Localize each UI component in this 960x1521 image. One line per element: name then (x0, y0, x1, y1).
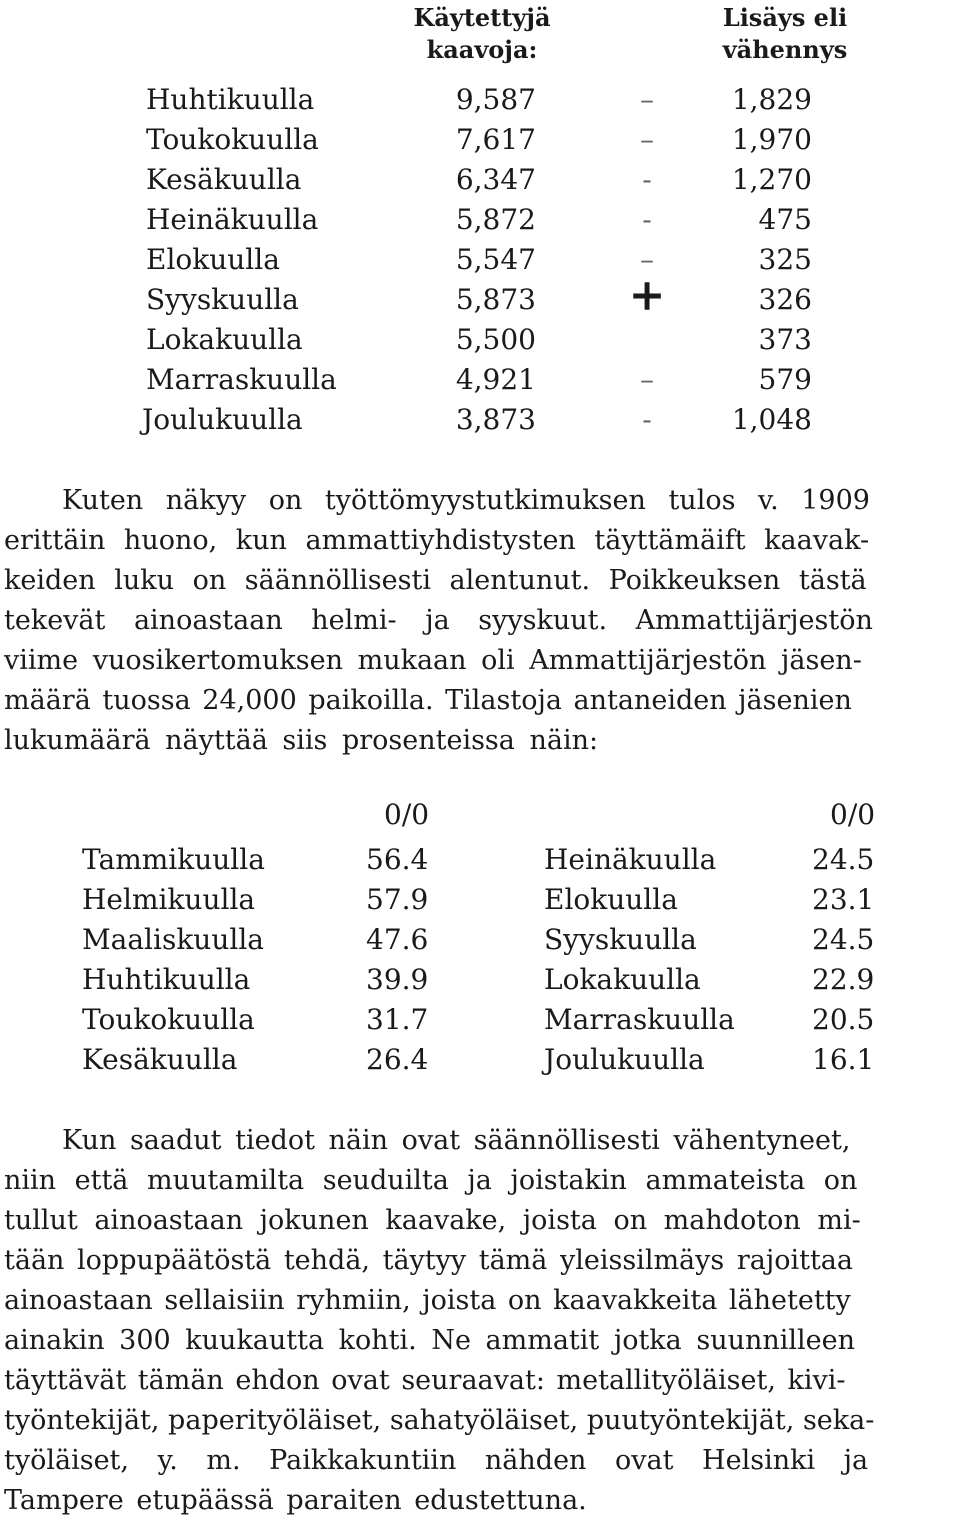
percent-value: 26.4 (366, 1043, 429, 1076)
paragraph-line: määrä tuossa 24,000 paikoilla. Tilastoja antaneiden jäsenien (4, 685, 852, 716)
count-value: 5,547 (455, 243, 536, 276)
month-label: Helmikuulla (82, 883, 256, 916)
table-row (0, 270, 960, 321)
paragraph-line: työntekijät, paperityöläiset, sahatyöläiset, puutyöntekijät, seka- (4, 1405, 875, 1436)
table1-header-count (400, 2, 564, 66)
change-sign: – (640, 363, 654, 396)
table-row (0, 360, 960, 400)
paragraph-line: lukumäärä näyttää siis prosenteissa näin: (4, 725, 599, 756)
paragraph-line: niin että muutamilta seuduilta ja joistakin ammateista on (4, 1165, 858, 1196)
paragraph-2 (4, 1121, 956, 1521)
change-sign: – (640, 243, 654, 276)
paragraph-line: tään loppupäätöstä tehdä, täytyy tämä yleissilmäys rajoittaa (4, 1245, 854, 1276)
count-value: 9,587 (455, 83, 536, 116)
table1 (0, 80, 960, 440)
percent-value: 56.4 (366, 843, 429, 876)
table-row (0, 400, 960, 440)
paragraph-line: täyttävät tämän ehdon ovat seuraavat: metallityöläiset, kivi- (4, 1365, 846, 1396)
change-value: 373 (758, 323, 812, 356)
count-value: 5,873 (455, 283, 536, 316)
header-count-line1: Käytettyjä (413, 3, 551, 32)
table-row (0, 920, 960, 960)
month-label: Kesäkuulla (146, 163, 302, 196)
paragraph-1 (4, 481, 956, 761)
change-sign: - (642, 203, 652, 236)
month-label: Elokuulla (544, 883, 678, 916)
table2 (0, 840, 960, 1080)
paragraph-line: keiden luku on säännöllisesti alentunut. Poikkeuksen tästä (4, 565, 867, 596)
change-value: 475 (758, 203, 812, 236)
count-value: 5,872 (455, 203, 536, 236)
count-value: 4,921 (455, 363, 536, 396)
table-row (0, 200, 960, 240)
change-value: 326 (758, 283, 812, 316)
month-label: Toukokuulla (82, 1003, 255, 1036)
month-label: Lokakuulla (146, 323, 303, 356)
month-label: Marraskuulla (146, 363, 337, 396)
percent-value: 24.5 (812, 923, 875, 956)
change-value: 579 (758, 363, 812, 396)
count-value: 5,500 (455, 323, 536, 356)
paragraph-line: ainoastaan sellaisiin ryhmiin, joista on kaavakkeita lähetetty (4, 1285, 851, 1316)
month-label: Syyskuulla (146, 283, 299, 316)
table-row (0, 840, 960, 880)
month-label: Heinäkuulla (544, 843, 717, 876)
change-sign: + (628, 270, 666, 321)
count-value: 6,347 (455, 163, 536, 196)
percent-value: 16.1 (812, 1043, 875, 1076)
change-value: 325 (758, 243, 812, 276)
percent-value: 39.9 (366, 963, 429, 996)
percent-value: 22.9 (812, 963, 875, 996)
paragraph-line: tullut ainoastaan jokunen kaavake, joista on mahdoton mi- (4, 1205, 861, 1236)
table-row (0, 880, 960, 920)
percent-value: 57.9 (366, 883, 429, 916)
paragraph-line: Kun saadut tiedot näin ovat säännöllisesti vähentyneet, (62, 1125, 851, 1156)
month-label: Huhtikuulla (82, 963, 251, 996)
header-change-line2: vähennys (722, 35, 848, 64)
month-label: Kesäkuulla (82, 1043, 238, 1076)
table-row (0, 120, 960, 160)
table-row (0, 1000, 960, 1040)
month-label: Lokakuulla (544, 963, 701, 996)
table-row (0, 160, 960, 200)
percent-value: 20.5 (812, 1003, 875, 1036)
month-label: Maaliskuulla (82, 923, 264, 956)
paragraph-line: tekevät ainoastaan helmi- ja syyskuut. Ammattijärjestön (4, 605, 873, 636)
header-count-line2: kaavoja: (426, 35, 538, 64)
change-sign: - (642, 403, 652, 436)
paragraph-line: ainakin 300 kuukautta kohti. Ne ammatit jotka suunnilleen (4, 1325, 856, 1356)
percent-header-right: 0/0 (830, 798, 876, 831)
month-label: Joulukuulla (142, 403, 303, 436)
table-row (0, 1040, 960, 1080)
table-row (0, 80, 960, 120)
month-label: Toukokuulla (146, 123, 319, 156)
percent-header-left: 0/0 (384, 798, 430, 831)
change-value: 1,048 (731, 403, 812, 436)
change-value: 1,970 (731, 123, 812, 156)
month-label: Marraskuulla (544, 1003, 735, 1036)
change-sign: - (642, 163, 652, 196)
paragraph-line: erittäin huono, kun ammattiyhdistysten täyttämäift kaavak- (4, 525, 870, 556)
change-sign: – (640, 123, 654, 156)
header-change-line1: Lisäys eli (722, 3, 848, 32)
table1-header-change (700, 2, 870, 66)
paragraph-line: Kuten näkyy on työttömyystutkimuksen tulos v. 1909 (62, 485, 870, 516)
paragraph-line: työläiset, y. m. Paikkakuntiin nähden ovat Helsinki ja (4, 1445, 869, 1476)
percent-value: 47.6 (366, 923, 429, 956)
paragraph-line: viime vuosikertomuksen mukaan oli Ammattijärjestön jäsen- (4, 645, 862, 676)
percent-value: 23.1 (812, 883, 875, 916)
percent-value: 24.5 (812, 843, 875, 876)
change-value: 1,829 (731, 83, 812, 116)
month-label: Tammikuulla (82, 843, 265, 876)
month-label: Heinäkuulla (146, 203, 319, 236)
change-value: 1,270 (731, 163, 812, 196)
count-value: 7,617 (455, 123, 536, 156)
count-value: 3,873 (455, 403, 536, 436)
percent-value: 31.7 (366, 1003, 429, 1036)
change-sign: – (640, 83, 654, 116)
month-label: Elokuulla (146, 243, 280, 276)
table-row (0, 320, 960, 360)
table-row (0, 960, 960, 1000)
month-label: Huhtikuulla (146, 83, 315, 116)
month-label: Joulukuulla (544, 1043, 705, 1076)
paragraph-line: Tampere etupäässä paraiten edustettuna. (4, 1485, 587, 1516)
month-label: Syyskuulla (544, 923, 697, 956)
table-row (0, 240, 960, 280)
